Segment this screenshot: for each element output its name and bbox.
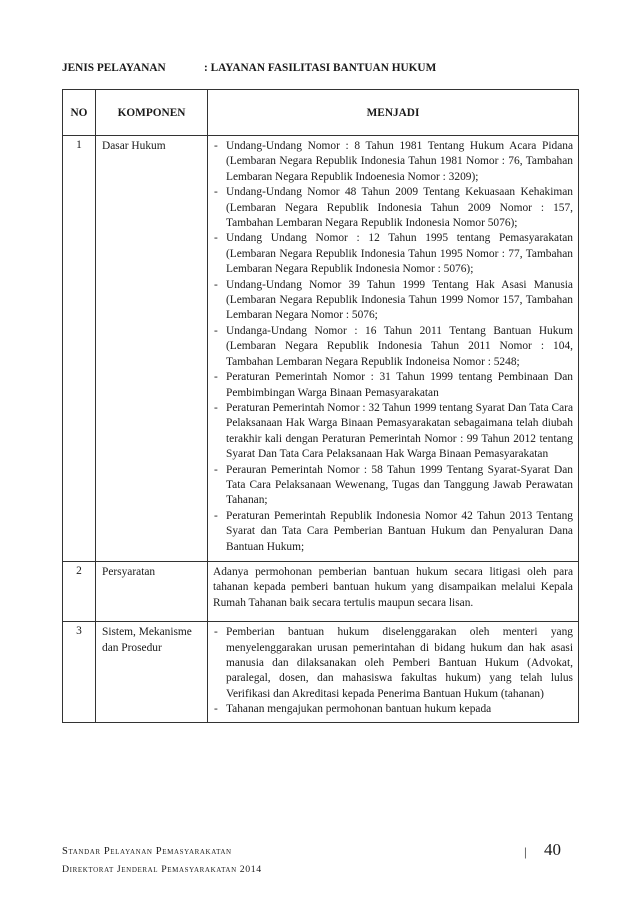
list-item: - Peraturan Pemerintah Nomor : 32 Tahun 1999 tentang Syarat Dan Tata Cara Pelaksanaan Hak Warga Binaan Pemasyarakatan sebagaimana telah diubah terakhir kali dengan Peraturan Pemerintah Nomor : 99 Tahun 2012 tentang Syarat Dan Tata Cara Pelaksanaan Hak Warga Binaan Pemasyarakatan [213,401,573,463]
footer-title: Standar Pelayanan Pemasyarakatan [62,846,232,857]
list-item: - Peraturan Pemerintah Nomor : 31 Tahun 1999 tentang Pembinaan Dan Pembimbingan Warga Binaan Pemasyarakatan [213,370,573,401]
document-header [62,62,582,80]
row-component: Persyaratan [96,561,208,621]
row-number: 3 [63,622,96,722]
row-number: 1 [63,136,96,562]
procedure-list [213,625,573,717]
row-number: 2 [63,561,96,621]
service-type-value: : LAYANAN FASILITASI BANTUAN HUKUM [204,62,437,74]
list-item: - Undang-Undang Nomor 39 Tahun 1999 Tentang Hak Asasi Manusia (Lembaran Negara Republik Indonesia Tahun 1999 Nomor 157, Tambahan Lembaran Negara Nomor : 5076; [213,278,573,324]
row-content [208,136,579,562]
row-content [208,622,579,722]
list-item: - Undang-Undang Nomor 48 Tahun 2009 Tentang Kekuasaan Kehakiman (Lembaran Negara Republik Indonesia Tahun 2009 Nomor : 157, Tambahan Lembaran Negara Republik Indonesia Nomor 5076); [213,185,573,231]
page-footer [62,840,582,880]
list-item: - Undang Undang Nomor : 12 Tahun 1995 tentang Pemasyarakatan (Lembaran Negara Republik Indonesia Tahun 1995 Nomor : 77, Tambahan Lembaran Negara Republik Indonesia Nomor : 5076); [213,231,573,277]
legal-basis-list [213,139,573,555]
row-component: Sistem, Mekanisme dan Prosedur [96,622,208,722]
service-type-label: JENIS PELAYANAN [62,62,166,74]
column-header-menjadi: MENJADI [208,90,579,136]
list-item: - Tahanan mengajukan permohonan bantuan hukum kepada [213,702,573,717]
footer-subtitle: Direktorat Jenderal Pemasyarakatan 2014 [62,864,262,875]
table-row [63,136,579,562]
column-header-komponen: KOMPONEN [96,90,208,136]
list-item: - Pemberian bantuan hukum diselenggarakan oleh menteri yang menyelenggarakan urusan pemerintahan di bidang hukum dan hak asasi manusia dan dilaksanakan oleh Pemberi Bantuan Hukum (Advokat, paralegal, dosen, dan mahasiswa fakultas hukum) yang telah lulus Verifikasi dan Akreditasi kepada Penerima Bantuan Hukum (tahanan) [213,625,573,702]
row-component: Dasar Hukum [96,136,208,562]
table-header-row [63,90,579,136]
table-row [63,622,579,722]
row-content [208,561,579,621]
standard-table [62,89,579,723]
page-number: 40 [544,840,561,859]
list-item: - Perauran Pemerintah Nomor : 58 Tahun 1999 Tentang Syarat-Syarat Dan Tata Cara Pelaksanaan Wewenang, Tugas dan Tanggung Jawab Perawatan Tahanan; [213,463,573,509]
list-item: - Undang-Undang Nomor : 8 Tahun 1981 Tentang Hukum Acara Pidana (Lembaran Negara Republik Indonesia Tahun 1981 Nomor : 76, Tambahan Lembaran Negara Republik Indoenesia Nomor : 3209); [213,139,573,185]
footer-separator: | [524,844,527,859]
list-item: - Undanga-Undang Nomor : 16 Tahun 2011 Tentang Bantuan Hukum (Lembaran Negara Republik Indonesia Tahun 2011 Nomor : 104, Tambahan Lembaran Negara Republik Indoneisa Nomor : 5248; [213,324,573,370]
list-item: - Peraturan Pemerintah Republik Indonesia Nomor 42 Tahun 2013 Tentang Syarat dan Tata Cara Pemberian Bantuan Hukum dan Penyaluran Dana Bantuan Hukum; [213,509,573,555]
column-header-no: NO [63,90,96,136]
requirements-text: Adanya permohonan pemberian bantuan hukum secara litigasi oleh para tahanan kepada pemberi bantuan hukum yang disampaikan melalui Kepala Rumah Tahanan baik secara tertulis maupun secara lisan. [213,565,573,609]
table-row [63,561,579,621]
